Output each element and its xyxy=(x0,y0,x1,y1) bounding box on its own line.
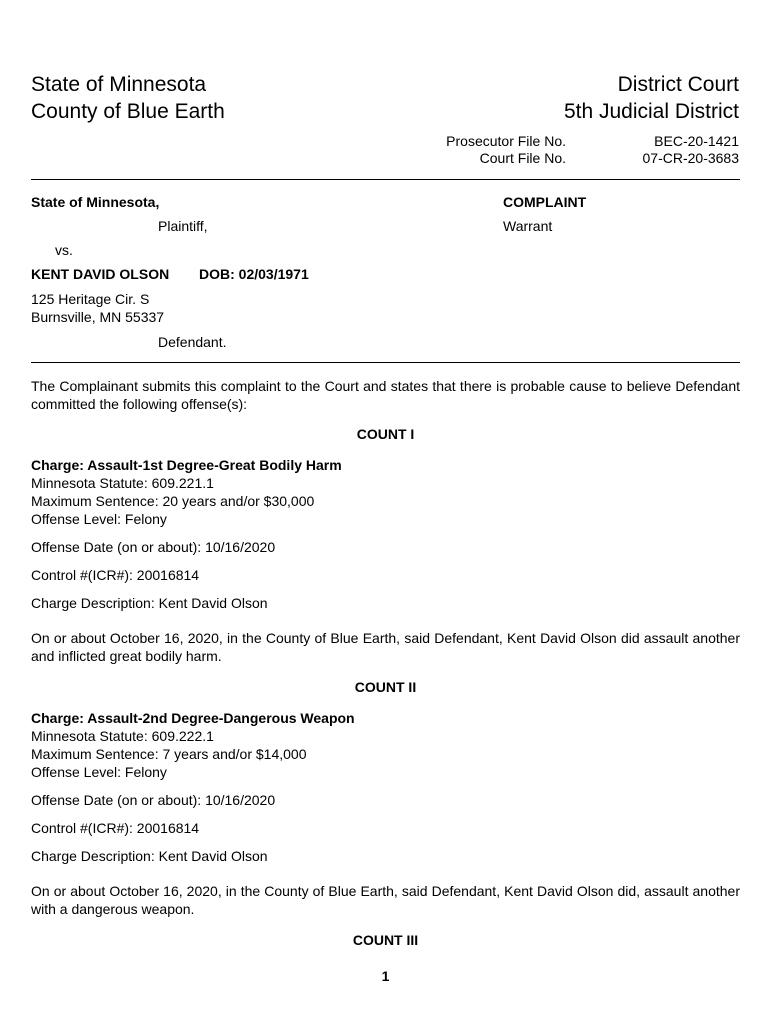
count-details xyxy=(31,456,740,528)
charge-title: Charge: Assault-2nd Degree-Dangerous Weapon xyxy=(31,710,355,726)
offense-level: Offense Level: Felony xyxy=(31,511,167,527)
charge-title: Charge: Assault-1st Degree-Great Bodily Harm xyxy=(31,457,342,473)
control-number: Control #(ICR#): 20016814 xyxy=(31,567,200,583)
court-file-value: 07-CR-20-3683 xyxy=(642,150,739,166)
versus: vs. xyxy=(55,242,73,258)
plaintiff-name: State of Minnesota, xyxy=(31,194,160,210)
maximum-sentence: Maximum Sentence: 7 years and/or $14,000 xyxy=(31,746,307,762)
document-subtype: Warrant xyxy=(503,218,553,234)
count-narrative: On or about October 16, 2020, in the County of Blue Earth, said Defendant, Kent David Olson did, assault another with a dangerous weapon. xyxy=(31,883,740,917)
defendant-dob: DOB: 02/03/1971 xyxy=(199,266,309,282)
defendant-address-line1: 125 Heritage Cir. S xyxy=(31,291,150,307)
count-details xyxy=(31,709,740,781)
count-narrative: On or about October 16, 2020, in the County of Blue Earth, said Defendant, Kent David Olson did assault another and inflicted great bodily harm. xyxy=(31,630,740,664)
count-heading: COUNT II xyxy=(354,679,417,695)
offense-date: Offense Date (on or about): 10/16/2020 xyxy=(31,792,276,808)
prosecutor-file-label: Prosecutor File No. xyxy=(446,133,566,149)
page-number: 1 xyxy=(381,968,390,984)
count-heading: COUNT III xyxy=(352,932,419,948)
control-number: Control #(ICR#): 20016814 xyxy=(31,820,200,836)
prosecutor-file-value: BEC-20-1421 xyxy=(654,133,739,149)
document-type: COMPLAINT xyxy=(503,194,587,210)
caption-divider xyxy=(31,362,740,363)
header-divider xyxy=(31,179,740,180)
statute: Minnesota Statute: 609.221.1 xyxy=(31,475,214,491)
header-court: District Court xyxy=(617,73,739,96)
charge-description: Charge Description: Kent David Olson xyxy=(31,595,268,611)
charge-description: Charge Description: Kent David Olson xyxy=(31,848,268,864)
header-county: County of Blue Earth xyxy=(31,100,225,123)
court-file-label: Court File No. xyxy=(479,150,566,166)
count-heading: COUNT I xyxy=(356,426,415,442)
defendant-role: Defendant. xyxy=(158,334,227,350)
defendant-name: KENT DAVID OLSON xyxy=(31,266,170,282)
intro-paragraph: The Complainant submits this complaint to the Court and states that there is probable cause to believe Defendant committed the following offense(s): xyxy=(31,378,740,412)
offense-date: Offense Date (on or about): 10/16/2020 xyxy=(31,539,276,555)
maximum-sentence: Maximum Sentence: 20 years and/or $30,000 xyxy=(31,493,315,509)
header-district: 5th Judicial District xyxy=(563,100,739,123)
offense-level: Offense Level: Felony xyxy=(31,764,167,780)
header-state: State of Minnesota xyxy=(31,73,207,96)
statute: Minnesota Statute: 609.222.1 xyxy=(31,728,214,744)
defendant-address-line2: Burnsville, MN 55337 xyxy=(31,309,165,325)
plaintiff-role: Plaintiff, xyxy=(158,218,208,234)
